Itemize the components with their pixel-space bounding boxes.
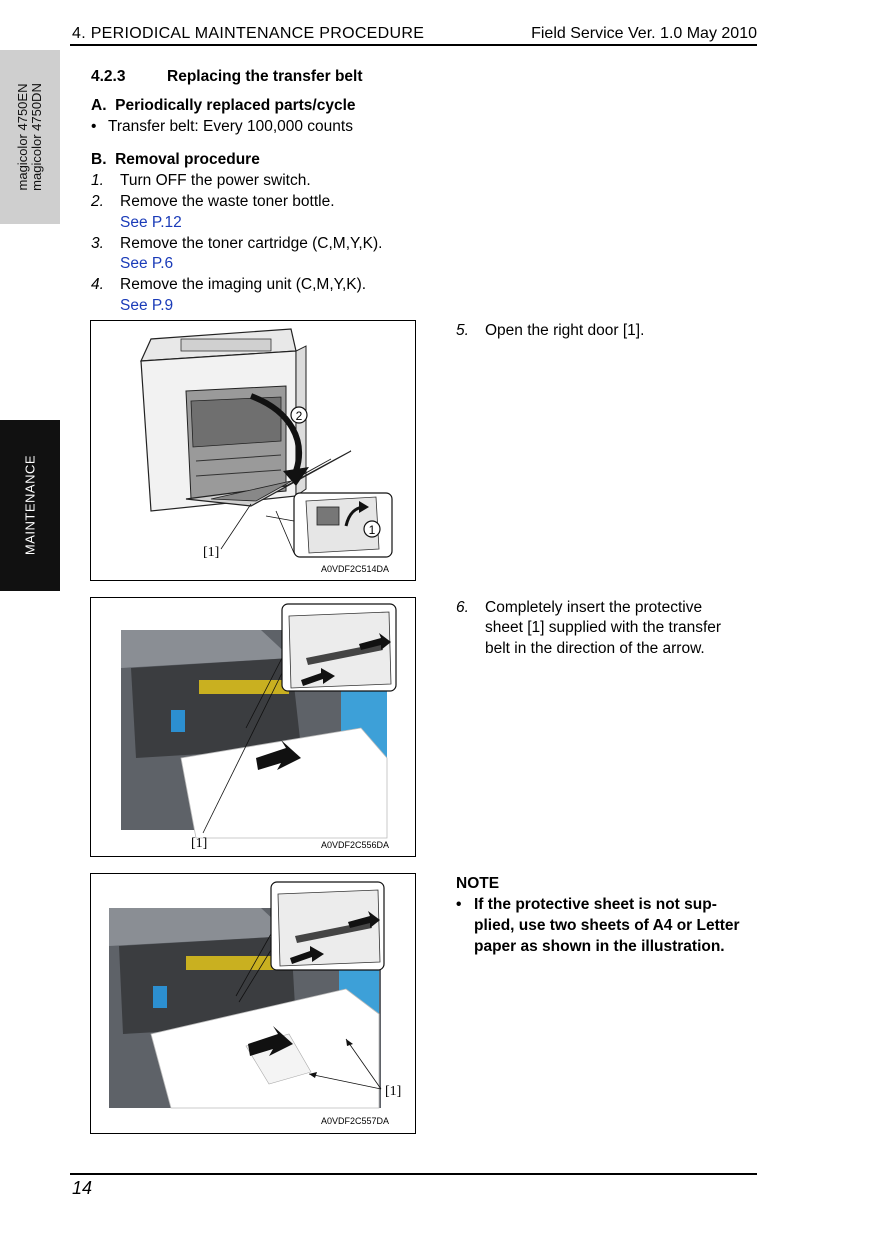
section-tab (0, 420, 60, 591)
section-tab-label: MAINTENANCE (22, 454, 38, 556)
step-number: 3. (91, 235, 104, 252)
figure-callout-label: [1] (385, 1084, 402, 1099)
step-text: Remove the toner cartridge (C,M,Y,K). (120, 235, 383, 252)
step-number: 2. (91, 193, 104, 210)
step-text-line: sheet [1] supplied with the transfer (485, 619, 722, 636)
cross-reference-link[interactable]: See P.9 (120, 297, 174, 314)
footer-rule (70, 1173, 757, 1175)
figure-code: A0VDF2C557DA (321, 1116, 390, 1126)
step-number: 6. (456, 599, 469, 616)
figure-code: A0VDF2C556DA (321, 840, 390, 850)
step-number: 1. (91, 172, 104, 189)
step-number: 4. (91, 276, 104, 293)
note-text-line: paper as shown in the illustration. (474, 938, 725, 955)
header-rule (70, 44, 757, 46)
note-bullet-mark: • (456, 896, 462, 913)
figure-insert-protective-sheet (90, 597, 416, 857)
protective-sheet-illustration (91, 598, 415, 856)
step-text-line: belt in the direction of the arrow. (485, 640, 705, 657)
cross-reference-link[interactable]: See P.6 (120, 255, 174, 272)
running-header-right: Field Service Ver. 1.0 May 2010 (531, 25, 757, 42)
note-text-line: plied, use two sheets of A4 or Letter (474, 917, 740, 934)
model-tab-line1: magicolor 4750EN (15, 83, 30, 191)
part-a-bullet-text: Transfer belt: Every 100,000 counts (108, 118, 353, 135)
figure-code: A0VDF2C514DA (321, 564, 390, 574)
figure-callout-label: [1] (191, 836, 208, 851)
page-number: 14 (72, 1178, 93, 1198)
step-text: Remove the waste toner bottle. (120, 193, 335, 210)
section-number: 4.2.3 (91, 68, 126, 85)
part-b-heading: B. Removal procedure (91, 151, 260, 168)
cross-reference-link[interactable]: See P.12 (120, 214, 182, 231)
figure-paper-alternative (90, 873, 416, 1134)
paper-sheets-illustration (91, 874, 415, 1133)
step-text: Remove the imaging unit (C,M,Y,K). (120, 276, 367, 293)
figure-open-right-door (90, 320, 416, 581)
running-header-left: 4. PERIODICAL MAINTENANCE PROCEDURE (72, 25, 425, 42)
note-text-line: If the protective sheet is not sup- (474, 896, 717, 913)
section-title: Replacing the transfer belt (167, 68, 363, 85)
callout-1: 1 (368, 523, 376, 537)
printer-right-door-illustration (91, 321, 415, 580)
step-text-line: Completely insert the protective (485, 599, 703, 616)
step-text: Open the right door [1]. (485, 322, 645, 339)
figure-callout-label: [1] (203, 545, 220, 560)
model-tab (0, 50, 60, 224)
model-tab-line2: magicolor 4750DN (29, 83, 44, 191)
callout-2: 2 (295, 409, 303, 423)
step-number: 5. (456, 322, 469, 339)
note-title: NOTE (456, 875, 500, 892)
part-a-bullet-mark: • (91, 118, 97, 135)
part-a-heading: A. Periodically replaced parts/cycle (91, 97, 356, 114)
step-text: Turn OFF the power switch. (120, 172, 311, 189)
